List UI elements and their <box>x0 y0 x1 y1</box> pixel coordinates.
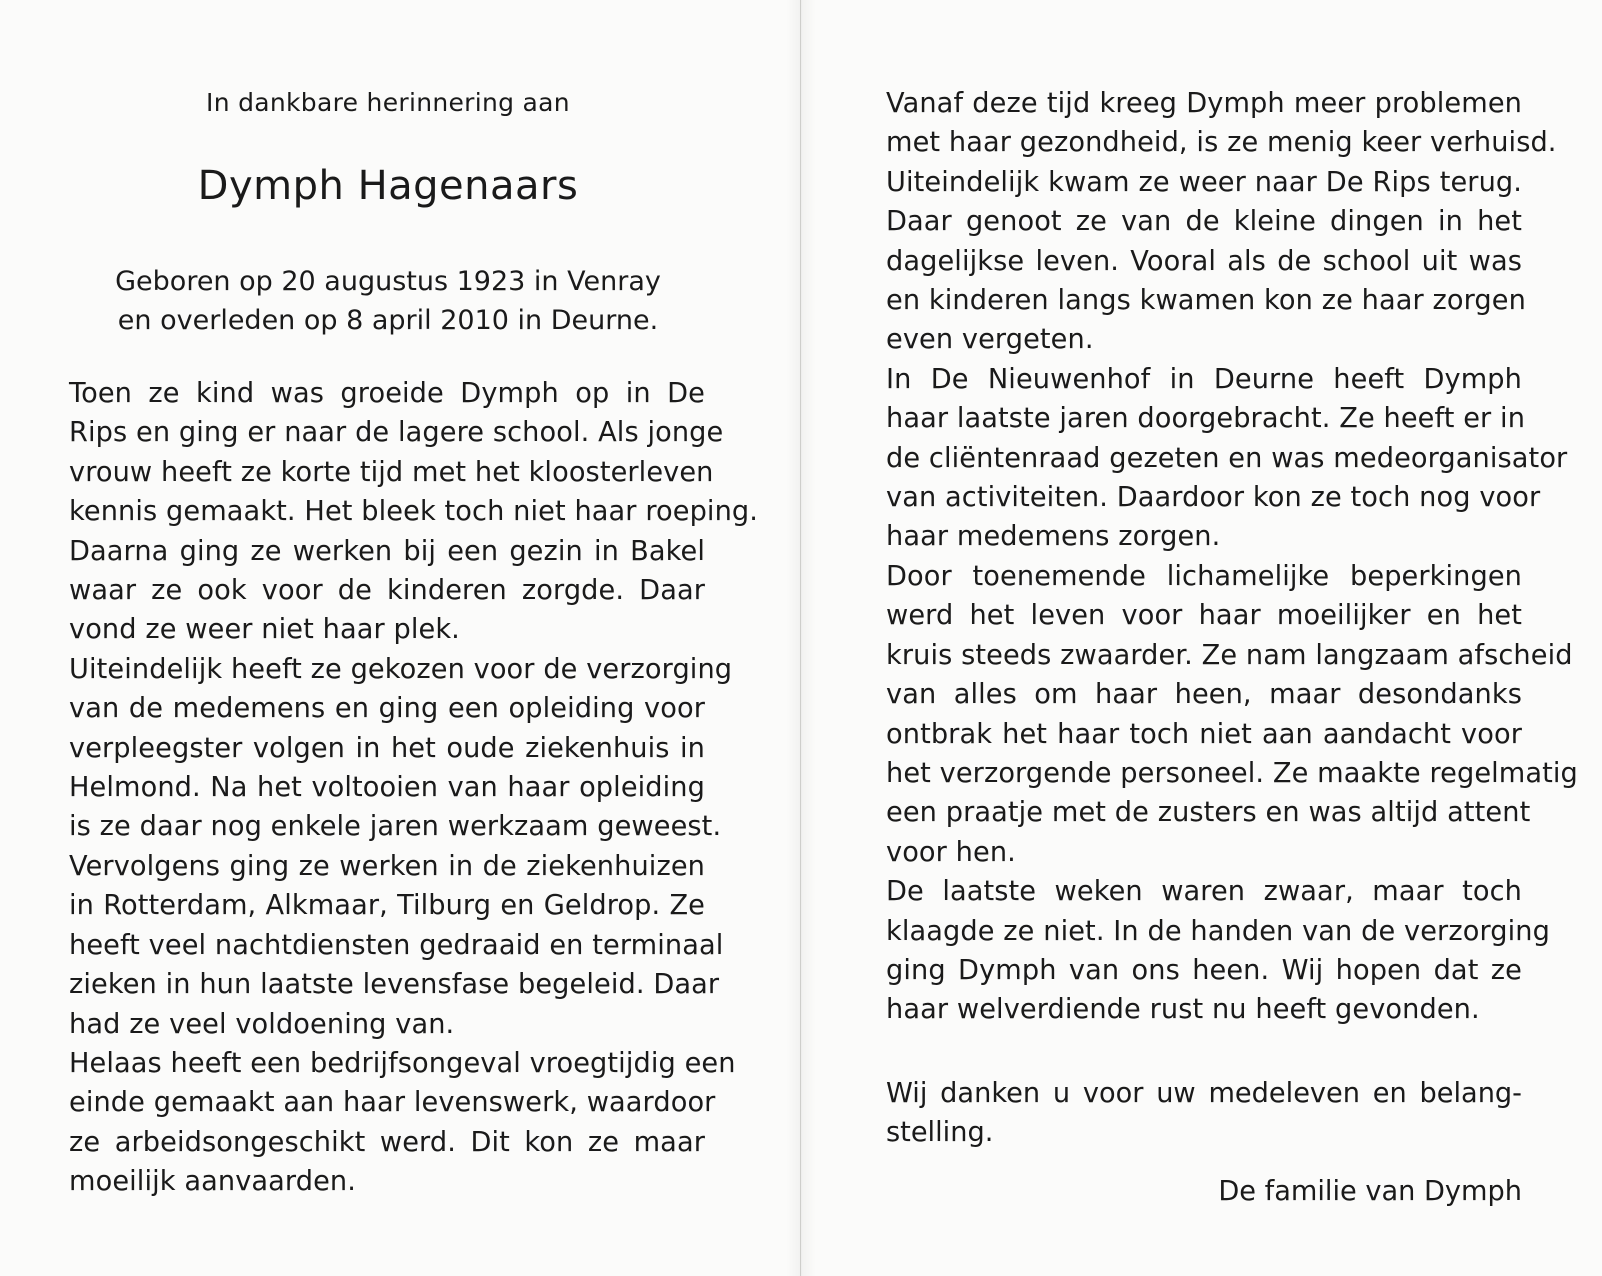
text-line: haar laatste jaren doorgebracht. Ze heeft er in <box>886 403 1526 435</box>
text-line: het verzorgende personeel. Ze maakte regelmatig <box>886 757 1578 789</box>
death-line: en overleden op 8 april 2010 in Deurne. <box>117 305 659 336</box>
intro-line: In dankbare herinnering aan <box>206 88 570 117</box>
right-biography <box>886 84 1578 1030</box>
text-line: vond ze weer niet haar plek. <box>69 614 460 646</box>
text-line: Helmond. Na het voltooien van haar opleiding <box>69 772 705 804</box>
text-line: van alles om haar heen, maar desondanks <box>886 679 1522 711</box>
thank-you-note <box>886 1074 1522 1153</box>
text-line: heeft veel nachtdiensten gedraaid en terminaal <box>69 929 724 961</box>
text-line: voor hen. <box>886 836 1016 868</box>
text-line: haar welverdiende rust nu heeft gevonden. <box>886 994 1480 1026</box>
text-line: zieken in hun laatste levensfase begeleid. Daar <box>69 969 720 1001</box>
birth-line: Geboren op 20 augustus 1923 in Venray <box>115 266 661 297</box>
text-line: Uiteindelijk heeft ze gekozen voor de verzorging <box>69 653 733 685</box>
deceased-name: Dymph Hagenaars <box>197 163 579 209</box>
text-line: stelling. <box>886 1117 994 1149</box>
text-line: ontbrak het haar toch niet aan aandacht voor <box>886 718 1522 750</box>
text-line: ze arbeidsongeschikt werd. Dit kon ze maar <box>69 1126 705 1158</box>
text-line: had ze veel voldoening van. <box>69 1008 455 1040</box>
text-line: Rips en ging er naar de lagere school. Als jonge <box>69 417 724 449</box>
text-line: van de medemens en ging een opleiding voor <box>69 693 705 725</box>
text-line: en kinderen langs kwamen kon ze haar zorgen <box>886 285 1526 317</box>
text-line: Daar genoot ze van de kleine dingen in het <box>886 206 1522 238</box>
text-line: waar ze ook voor de kinderen zorgde. Daar <box>69 575 705 607</box>
text-line: ging Dymph van ons heen. Wij hopen dat ze <box>886 954 1522 986</box>
text-line: werd het leven voor haar moeilijker en het <box>886 600 1522 632</box>
text-line: einde gemaakt aan haar levenswerk, waardoor <box>69 1087 716 1119</box>
text-line: Vervolgens ging ze werken in de ziekenhuizen <box>69 850 705 882</box>
text-line: In De Nieuwenhof in Deurne heeft Dymph <box>886 363 1522 395</box>
text-line: een praatje met de zusters en was altijd attent <box>886 797 1531 829</box>
birth-death-dates <box>68 262 708 340</box>
text-line: Door toenemende lichamelijke beperkingen <box>886 560 1522 592</box>
text-line: in Rotterdam, Alkmaar, Tilburg en Geldrop. Ze <box>69 890 705 922</box>
text-line: is ze daar nog enkele jaren werkzaam geweest. <box>69 811 722 843</box>
text-line: klaagde ze niet. In de handen van de verzorging <box>886 915 1550 947</box>
text-line: even vergeten. <box>886 324 1094 356</box>
text-line: moeilijk aanvaarden. <box>69 1166 356 1198</box>
text-line: met haar gezondheid, is ze menig keer verhuisd. <box>886 127 1557 159</box>
text-line: Wij danken u voor uw medeleven en belang- <box>886 1078 1522 1109</box>
text-line: verpleegster volgen in het oude ziekenhuis in <box>69 732 705 764</box>
left-biography <box>69 374 759 1202</box>
text-line: van activiteiten. Daardoor kon ze toch nog voor <box>886 482 1541 514</box>
text-line: Daarna ging ze werken bij een gezin in Bakel <box>69 535 705 567</box>
text-line: Uiteindelijk kwam ze weer naar De Rips terug. <box>886 166 1522 198</box>
text-line: Vanaf deze tijd kreeg Dymph meer problemen <box>886 88 1522 119</box>
text-line: Toen ze kind was groeide Dymph op in De <box>69 378 705 409</box>
text-line: kruis steeds zwaarder. Ze nam langzaam afscheid <box>886 639 1573 671</box>
text-line: Helaas heeft een bedrijfsongeval vroegtijdig een <box>69 1047 736 1079</box>
text-line: haar medemens zorgen. <box>886 521 1221 553</box>
text-line: kennis gemaakt. Het bleek toch niet haar roeping. <box>69 496 759 528</box>
text-line: dagelijkse leven. Vooral als de school uit was <box>886 245 1522 277</box>
text-line: vrouw heeft ze korte tijd met het kloosterleven <box>69 456 714 488</box>
family-signature: De familie van Dymph <box>1218 1176 1522 1207</box>
text-line: de cliëntenraad gezeten en was medeorganisator <box>886 442 1568 474</box>
text-line: De laatste weken waren zwaar, maar toch <box>886 876 1522 908</box>
